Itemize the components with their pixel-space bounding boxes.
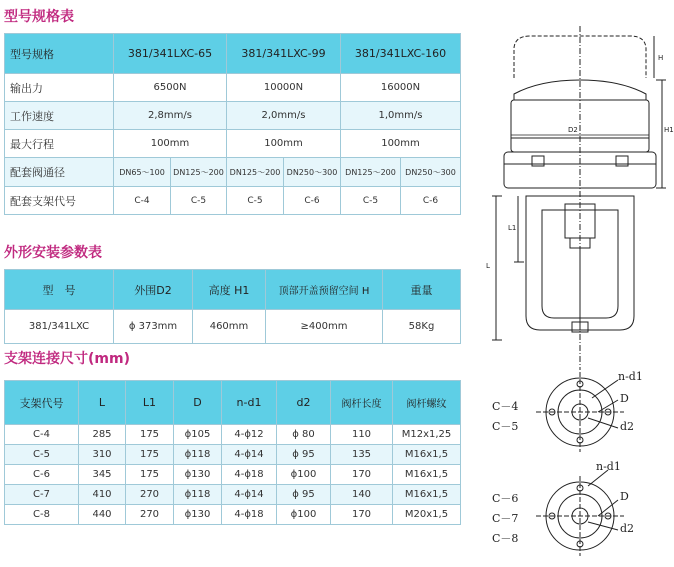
flange2-label-nd1: n-d1 (596, 460, 621, 473)
table-cell: M16x1,5 (393, 465, 461, 485)
header-cell: L (79, 381, 126, 425)
header-cell: 支架代号 (5, 381, 79, 425)
table-cell: C-8 (5, 505, 79, 525)
table-cell: 4-ϕ14 (222, 445, 277, 465)
dim-label-d2: D2 (568, 126, 578, 134)
row-label: 输出力 (5, 74, 114, 102)
row-label: 工作速度 (5, 102, 114, 130)
table-cell: 440 (79, 505, 126, 525)
flange2-label-d: D (620, 490, 629, 503)
table-cell: C-5 (227, 187, 284, 215)
table-cell: 175 (126, 425, 174, 445)
dim-label-l1: L1 (508, 224, 517, 232)
header-cell: 高度 H1 (193, 270, 266, 310)
flange2-label-d2: d2 (620, 522, 635, 535)
table-cell: 170 (331, 465, 393, 485)
table-cell: 4-ϕ14 (222, 485, 277, 505)
table-cell: 175 (126, 445, 174, 465)
header-cell: d2 (277, 381, 331, 425)
header-cell: D (174, 381, 222, 425)
table-cell: 175 (126, 465, 174, 485)
table-cell: C-5 (5, 445, 79, 465)
header-cell: 型号规格 (5, 34, 114, 74)
table-cell: 270 (126, 485, 174, 505)
table-cell: 100mm (227, 130, 341, 158)
table-cell: M20x1,5 (393, 505, 461, 525)
header-cell: L1 (126, 381, 174, 425)
header-cell: 外围D2 (114, 270, 193, 310)
table-cell: ϕ 80 (277, 425, 331, 445)
table-cell: 4-ϕ18 (222, 465, 277, 485)
table-cell: C-5 (341, 187, 401, 215)
table-row (5, 425, 461, 445)
table-row (5, 130, 461, 158)
table-row (5, 74, 461, 102)
dim-label-h: H (658, 54, 664, 62)
actuator-drawing-svg (480, 0, 672, 567)
table-cell: DN250～300 (401, 158, 461, 187)
table-cell: 16000N (341, 74, 461, 102)
table-cell: 110 (331, 425, 393, 445)
table-cell: ϕ105 (174, 425, 222, 445)
flange2-code: C－6 (492, 492, 519, 505)
table-cell: C-4 (5, 425, 79, 445)
table-cell: C-6 (5, 465, 79, 485)
header-cell: n-d1 (222, 381, 277, 425)
dim-label-l: L (486, 262, 490, 270)
table-row (5, 187, 461, 215)
table-cell: C-6 (284, 187, 341, 215)
table-cell: 410 (79, 485, 126, 505)
flange2-code: C－8 (492, 532, 519, 545)
table-cell: DN250～300 (284, 158, 341, 187)
table-cell: 2,0mm/s (227, 102, 341, 130)
row-label: 配套支架代号 (5, 187, 114, 215)
table-cell: 140 (331, 485, 393, 505)
flange1-code: C－4 (492, 400, 519, 413)
table-cell: DN125～200 (227, 158, 284, 187)
table-row (5, 310, 461, 344)
table-cell: DN125～200 (171, 158, 227, 187)
table-cell: ϕ118 (174, 485, 222, 505)
header-cell: 阀杆长度 (331, 381, 393, 425)
row-label: 最大行程 (5, 130, 114, 158)
table-cell: 4-ϕ18 (222, 505, 277, 525)
table-cell: DN65～100 (114, 158, 171, 187)
dim-label-h1: H1 (664, 126, 674, 134)
section-title-spec: 型号规格表 (4, 9, 74, 25)
table-cell: 10000N (227, 74, 341, 102)
header-cell: 型 号 (5, 270, 114, 310)
table-cell: C-4 (114, 187, 171, 215)
table-cell: 460mm (193, 310, 266, 344)
table-cell: 310 (79, 445, 126, 465)
table-cell: 285 (79, 425, 126, 445)
header-cell: 381/341LXC-160 (341, 34, 461, 74)
table-cell: ≥400mm (266, 310, 383, 344)
table-cell: C-7 (5, 485, 79, 505)
bracket-table (4, 380, 461, 525)
table-cell: ϕ100 (277, 505, 331, 525)
table-header-row (5, 381, 461, 425)
section-title-bracket: 支架连接尺寸(mm) (4, 351, 130, 367)
flange1-label-d2: d2 (620, 420, 635, 433)
table-cell: ϕ 95 (277, 445, 331, 465)
table-cell: 381/341LXC (5, 310, 114, 344)
table-cell: 58Kg (383, 310, 461, 344)
flange1-leader-nd1 (592, 380, 618, 398)
table-cell: 100mm (114, 130, 227, 158)
flange1-code: C－5 (492, 420, 519, 433)
table-cell: ϕ 373mm (114, 310, 193, 344)
table-cell: C-5 (171, 187, 227, 215)
table-cell: 1,0mm/s (341, 102, 461, 130)
flange1-label-d: D (620, 392, 629, 405)
table-cell: ϕ100 (277, 465, 331, 485)
flange2-code: C－7 (492, 512, 519, 525)
table-cell: M12x1,25 (393, 425, 461, 445)
header-cell: 重量 (383, 270, 461, 310)
table-cell: 345 (79, 465, 126, 485)
table-cell: ϕ118 (174, 445, 222, 465)
table-cell: 100mm (341, 130, 461, 158)
table-row (5, 445, 461, 465)
table-cell: ϕ130 (174, 505, 222, 525)
table-cell: 4-ϕ12 (222, 425, 277, 445)
flange1-label-nd1: n-d1 (618, 370, 643, 383)
header-cell: 381/341LXC-65 (114, 34, 227, 74)
table-cell: 2,8mm/s (114, 102, 227, 130)
section-title-install: 外形安装参数表 (4, 245, 102, 261)
install-table (4, 269, 461, 344)
table-header-row (5, 270, 461, 310)
table-row (5, 505, 461, 525)
header-cell: 阀杆螺纹 (393, 381, 461, 425)
table-cell: 135 (331, 445, 393, 465)
table-cell: DN125～200 (341, 158, 401, 187)
table-cell: ϕ130 (174, 465, 222, 485)
table-cell: 170 (331, 505, 393, 525)
table-cell: 270 (126, 505, 174, 525)
table-cell: C-6 (401, 187, 461, 215)
header-cell: 381/341LXC-99 (227, 34, 341, 74)
table-cell: ϕ 95 (277, 485, 331, 505)
actuator-drawing (480, 0, 672, 567)
table-row (5, 485, 461, 505)
table-cell: M16x1,5 (393, 485, 461, 505)
table-row (5, 158, 461, 187)
spec-table (4, 33, 461, 215)
table-header-row (5, 34, 461, 74)
table-row (5, 465, 461, 485)
table-cell: 6500N (114, 74, 227, 102)
table-cell: M16x1,5 (393, 445, 461, 465)
row-label: 配套阀通径 (5, 158, 114, 187)
header-cell: 顶部开盖预留空间 H (266, 270, 383, 310)
table-row (5, 102, 461, 130)
